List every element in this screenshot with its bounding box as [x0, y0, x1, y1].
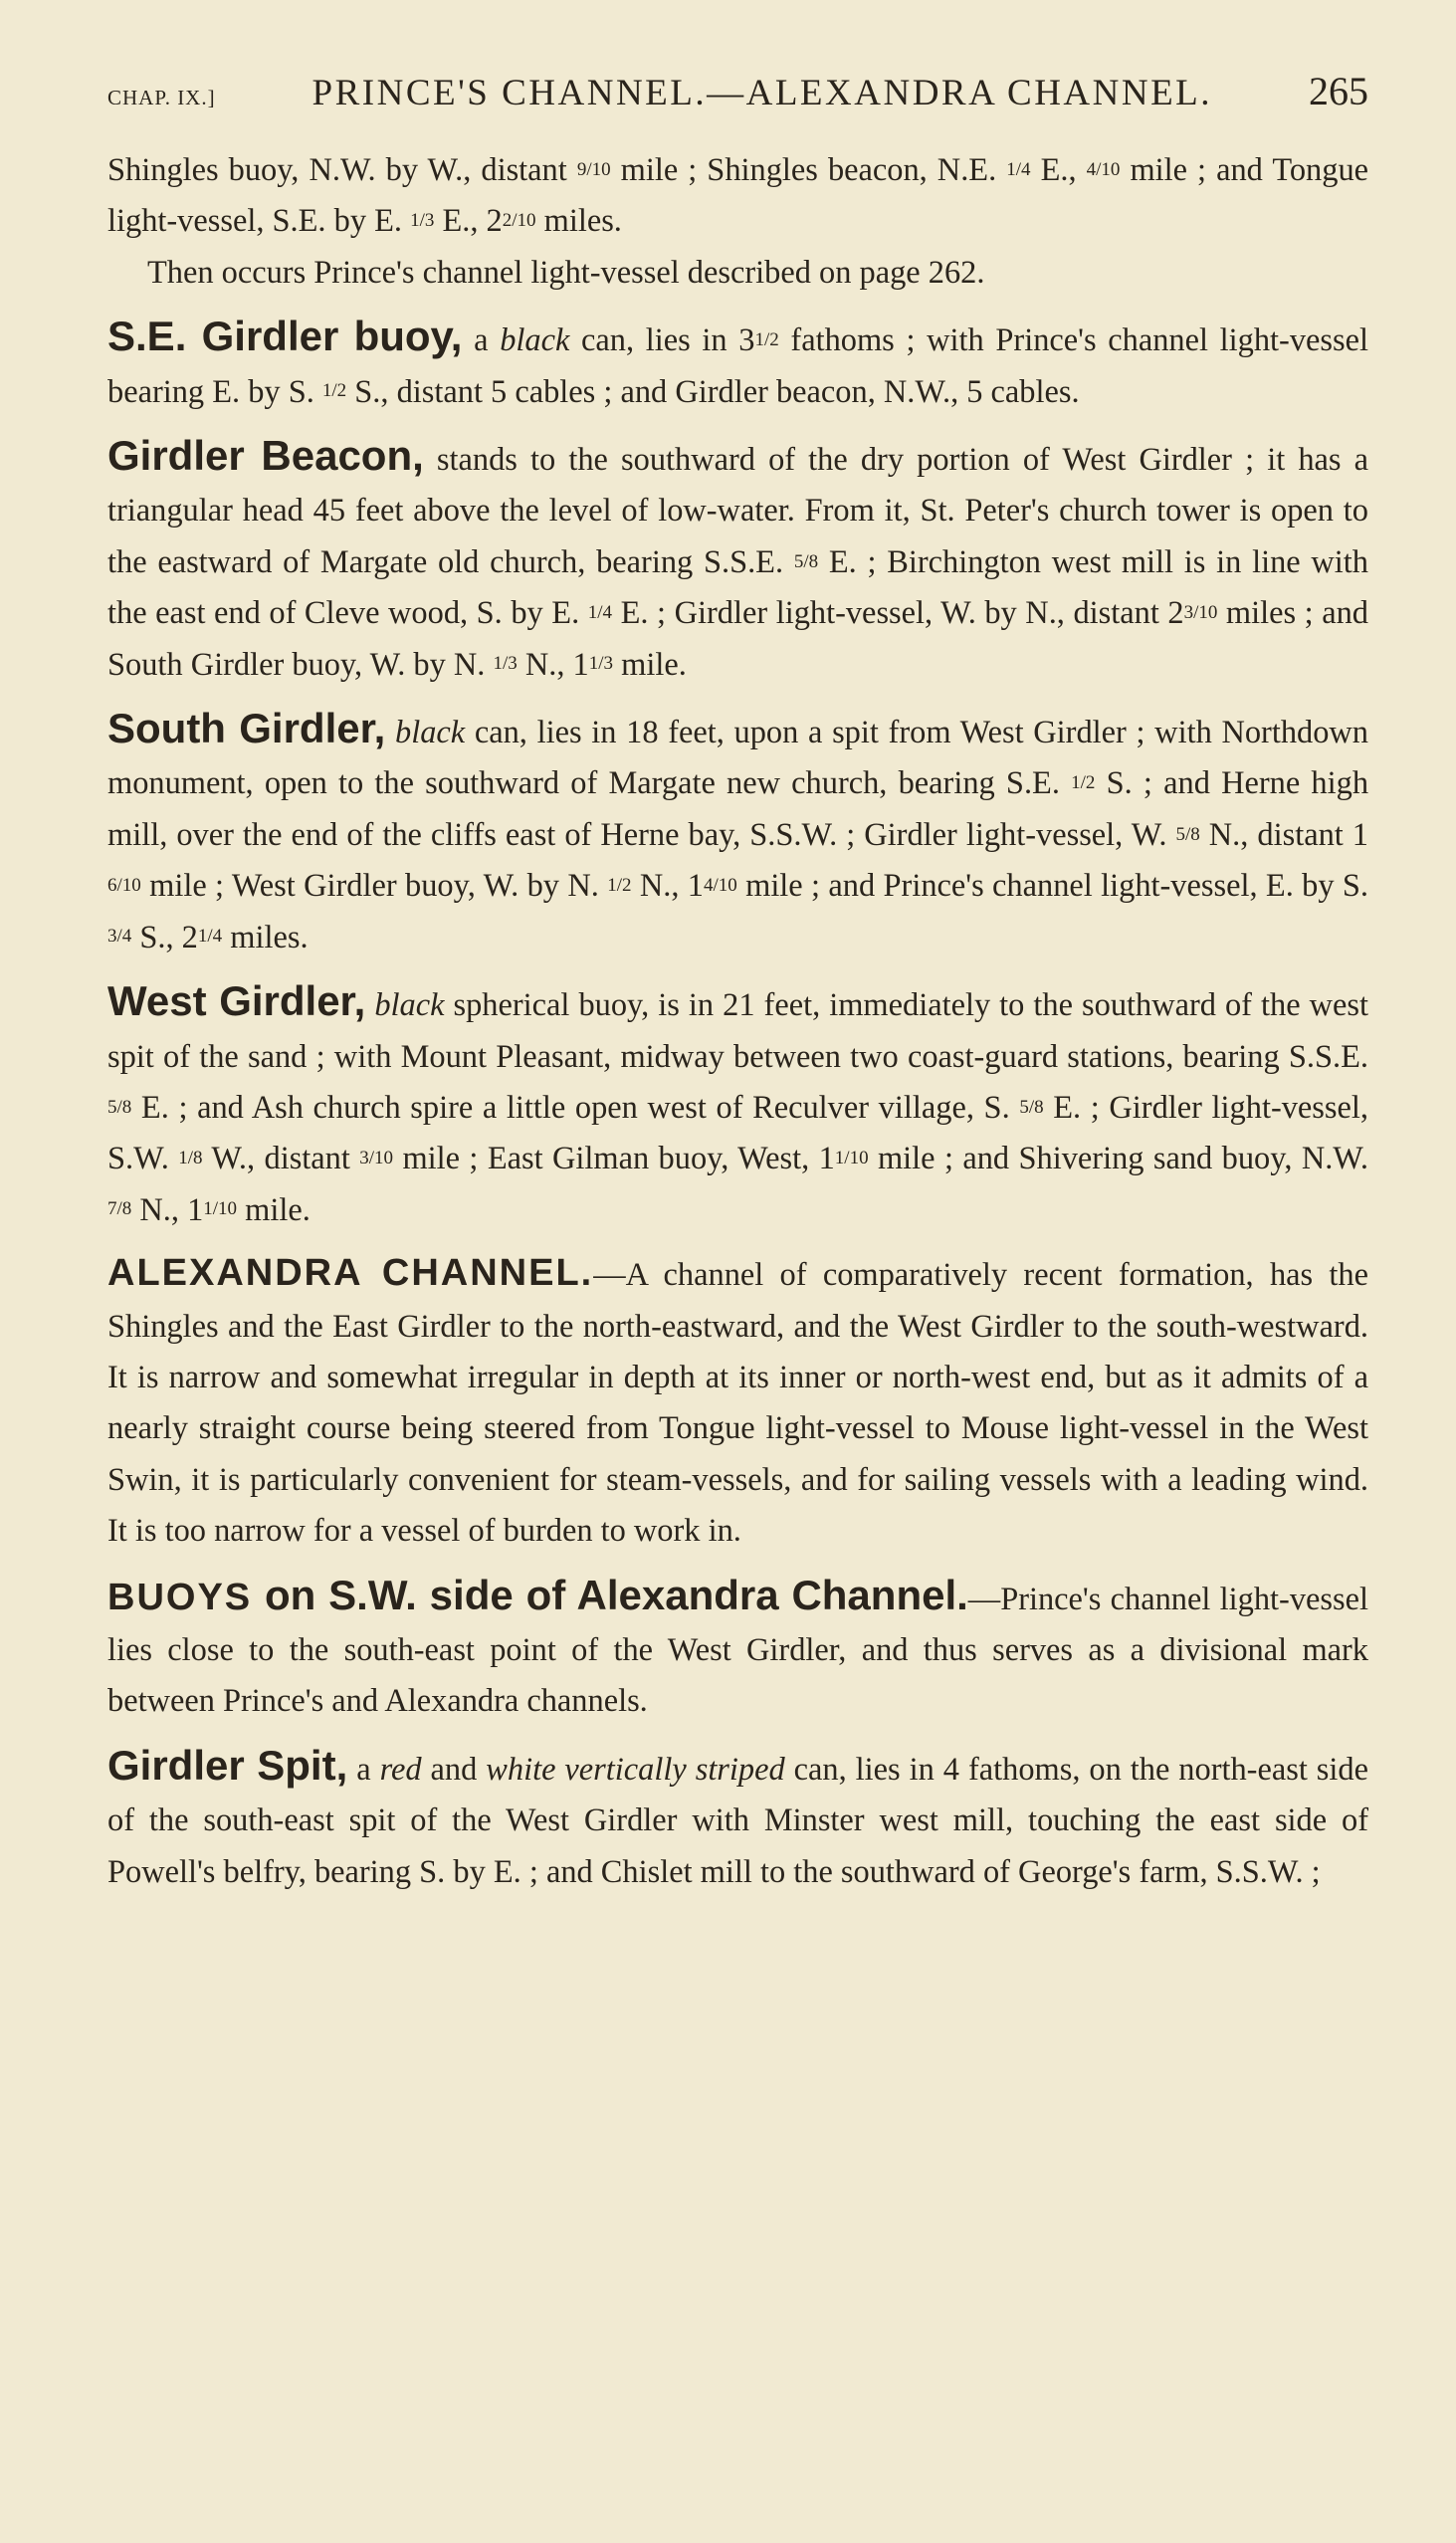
- chapter-reference: CHAP. IX.]: [107, 86, 216, 109]
- fraction: 2/10: [502, 210, 536, 232]
- running-title: PRINCE'S CHANNEL.—ALEXANDRA CHANNEL.: [312, 73, 1213, 113]
- page-number: 265: [1308, 69, 1368, 113]
- italic-text: white vertically striped: [486, 1751, 785, 1788]
- entry-south-girdler: [107, 703, 1368, 963]
- italic-text: black: [500, 322, 570, 359]
- text: E. ; and Ash church spire a little open west of Reculver village, S.: [131, 1089, 1020, 1126]
- fraction: 1/10: [203, 1198, 238, 1220]
- text: a: [347, 1751, 380, 1788]
- fraction: 1/2: [321, 380, 347, 402]
- section-heading: BUOYS: [107, 1576, 253, 1618]
- fraction: 1/2: [607, 874, 632, 896]
- text: E. ; Girdler light-vessel, W. by N., distant 2: [612, 595, 1184, 632]
- fraction: 5/8: [1175, 823, 1200, 845]
- text: can, lies in 18 feet, upon a spit from West Girdler ; with Northdown monument, open to the southward of Margate new church, bearing S.E.: [107, 715, 1368, 802]
- entry-heading: South Girdler,: [107, 705, 386, 752]
- italic-text: black: [395, 715, 466, 751]
- fraction: 1/10: [834, 1148, 869, 1168]
- fraction: 1/4: [587, 601, 613, 623]
- section-heading-continued: on S.W. side of Alexandra Channel.: [252, 1571, 968, 1618]
- text: mile.: [237, 1191, 311, 1228]
- italic-text: black: [374, 987, 445, 1024]
- text: Then occurs Prince's channel light-vessel described on page 262.: [147, 254, 985, 291]
- text: spherical buoy, is in 21 feet, immediately to the southward of the west spit of the sand ; with Mount Pleasant, midway between two coast-guard stations, bearing S.S.E.: [107, 987, 1368, 1075]
- text: S., 2: [131, 919, 198, 955]
- fraction: 3/4: [107, 926, 132, 948]
- section-heading: ALEXANDRA CHANNEL.: [107, 1252, 594, 1295]
- text: W., distant: [202, 1141, 360, 1177]
- running-head: [107, 68, 1368, 145]
- entry-alexandra-channel: [107, 1248, 1368, 1557]
- fraction: 1/2: [754, 328, 779, 350]
- entry-heading: Girdler Beacon,: [107, 432, 424, 480]
- text: E. ; Girdler light-vessel, S.W.: [107, 1089, 1368, 1177]
- text: mile.: [613, 646, 687, 683]
- body-text: [107, 145, 1368, 1898]
- text: fathoms ; with Prince's channel light-vessel bearing E. by S.: [107, 322, 1368, 410]
- fraction: 9/10: [576, 158, 611, 180]
- entry-heading: S.E. Girdler buoy,: [107, 313, 463, 360]
- text: miles.: [222, 919, 309, 955]
- text: can, lies in 3: [569, 322, 755, 359]
- fraction: 5/8: [107, 1096, 132, 1118]
- text: E.,: [1030, 152, 1087, 188]
- text: a: [462, 322, 501, 359]
- text: N., 1: [131, 1191, 204, 1228]
- fraction: 4/10: [1086, 158, 1121, 180]
- fraction: 7/8: [107, 1198, 132, 1220]
- fraction: 5/8: [1019, 1096, 1044, 1118]
- fraction: 1/4: [197, 926, 223, 948]
- fraction: 4/10: [703, 874, 737, 896]
- text: —A channel of comparatively recent formation, has the Shingles and the East Girdler to the north-eastward, and the West Girdler to the south-westward. It is narrow and somewhat irregular in depth at its inner or north-west end, but as it admits of a nearly straight course being steered from Tongue light-vessel to Mouse light-vessel in the West Swin, it is particularly convenient for steam-vessels, and for sailing vessels with a leading wind. It is too narrow for a vessel of burden to work in.: [107, 1257, 1368, 1550]
- fraction: 1/3: [588, 653, 614, 675]
- text: can, lies in 4 fathoms, on the north-east side of the south-east spit of the West Girdler with Minster west mill, touching the east side of Powell's belfry, bearing S. by E. ; and Chislet mill to the southward of George's farm, S.S.W. ;: [107, 1751, 1368, 1890]
- fraction: 6/10: [107, 874, 141, 896]
- entry-se-girdler-buoy: [107, 311, 1368, 418]
- text: mile ; West Girdler buoy, W. by N.: [140, 868, 608, 905]
- fraction: 3/10: [359, 1148, 394, 1168]
- fraction: 1/8: [178, 1148, 203, 1168]
- text: N., distant 1: [1199, 816, 1369, 853]
- entry-girdler-beacon: [107, 430, 1368, 691]
- fraction: 1/3: [410, 210, 435, 232]
- paragraph-prince-channel-note: [107, 248, 1368, 299]
- text: —Prince's channel light-vessel lies close to the south-east point of the West Girdler, and thus serves as a divisional mark between Prince's and Alexandra channels.: [107, 1581, 1368, 1720]
- text: [365, 987, 374, 1023]
- entry-heading: Girdler Spit,: [107, 1741, 348, 1789]
- text: N., 1: [517, 646, 589, 683]
- entry-heading: West Girdler,: [107, 977, 366, 1025]
- text: mile ; and Shivering sand buoy, N.W.: [868, 1141, 1368, 1177]
- text: N., 1: [631, 868, 704, 905]
- text: mile ; and Prince's channel light-vessel, E. by S.: [736, 868, 1368, 905]
- text: [385, 715, 395, 750]
- paragraph-shingles-continuation: [107, 145, 1368, 248]
- text: E., 2: [434, 203, 503, 240]
- text: Shingles buoy, N.W. by W., distant: [107, 152, 577, 188]
- text: S. ; and Herne high mill, over the end of the cliffs east of Herne bay, S.S.W. ; Girdler light-vessel, W.: [107, 765, 1369, 853]
- text: miles.: [535, 203, 622, 240]
- text: miles ; and South Girdler buoy, W. by N.: [107, 595, 1368, 683]
- fraction: 1/2: [1071, 772, 1096, 794]
- entry-buoys-sw-side: [107, 1570, 1368, 1728]
- fraction: 1/4: [1006, 158, 1031, 180]
- text: and: [421, 1751, 487, 1788]
- text: mile ; Shingles beacon, N.E.: [610, 152, 1007, 188]
- text: E. ; Birchington west mill is in line with the east end of Cleve wood, S. by E.: [107, 543, 1368, 632]
- fraction: 3/10: [1183, 601, 1218, 623]
- text: stands to the southward of the dry portion of West Girdler ; it has a triangular head 45 feet above the level of low-water. From it, St. Peter's church tower is open to the eastward of Margate old church, bearing S.S.E.: [107, 442, 1369, 580]
- entry-west-girdler: [107, 975, 1368, 1236]
- entry-girdler-spit: [107, 1740, 1368, 1898]
- fraction: 1/3: [493, 653, 518, 675]
- text: S., distant 5 cables ; and Girdler beacon, N.W., 5 cables.: [346, 373, 1080, 410]
- text: mile ; and Tongue light-vessel, S.E. by E.: [107, 152, 1369, 240]
- fraction: 5/8: [793, 550, 819, 572]
- text: mile ; East Gilman buoy, West, 1: [393, 1141, 835, 1177]
- italic-text: red: [379, 1751, 422, 1788]
